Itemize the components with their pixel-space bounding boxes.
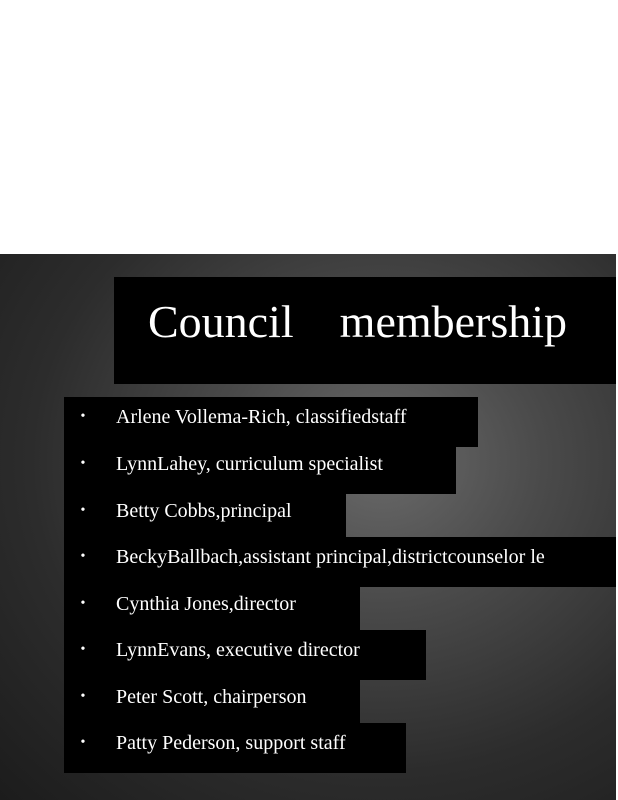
member-text: LynnLahey, curriculum specialist <box>116 453 383 475</box>
bullet-icon: • <box>80 409 86 424</box>
member-text: LynnEvans, executive director <box>116 639 360 661</box>
bullet-icon: • <box>80 503 86 518</box>
member-text: Arlene Vollema-Rich, classifiedstaff <box>116 406 407 428</box>
member-text: Patty Pederson, support staff <box>116 732 346 754</box>
member-row <box>64 537 616 587</box>
member-row <box>64 677 360 727</box>
bullet-icon: • <box>80 456 86 471</box>
member-text: Peter Scott, chairperson <box>116 686 307 708</box>
member-text: Cynthia Jones,director <box>116 593 296 615</box>
bullet-icon: • <box>80 549 86 564</box>
member-text: BeckyBallbach,assistant principal,districtcounselor le <box>116 546 545 568</box>
member-row <box>64 630 426 680</box>
bullet-icon: • <box>80 689 86 704</box>
member-row <box>64 723 406 773</box>
bullet-icon: • <box>80 735 86 750</box>
member-row <box>64 397 478 447</box>
blank-area <box>0 0 618 254</box>
slide-title: Council membership <box>148 296 568 347</box>
member-row <box>64 444 456 494</box>
member-row <box>64 491 346 541</box>
slide <box>0 254 616 800</box>
member-text: Betty Cobbs,principal <box>116 500 292 522</box>
member-row <box>64 584 360 634</box>
bullet-icon: • <box>80 596 86 611</box>
title-box <box>114 277 616 384</box>
bullet-icon: • <box>80 642 86 657</box>
